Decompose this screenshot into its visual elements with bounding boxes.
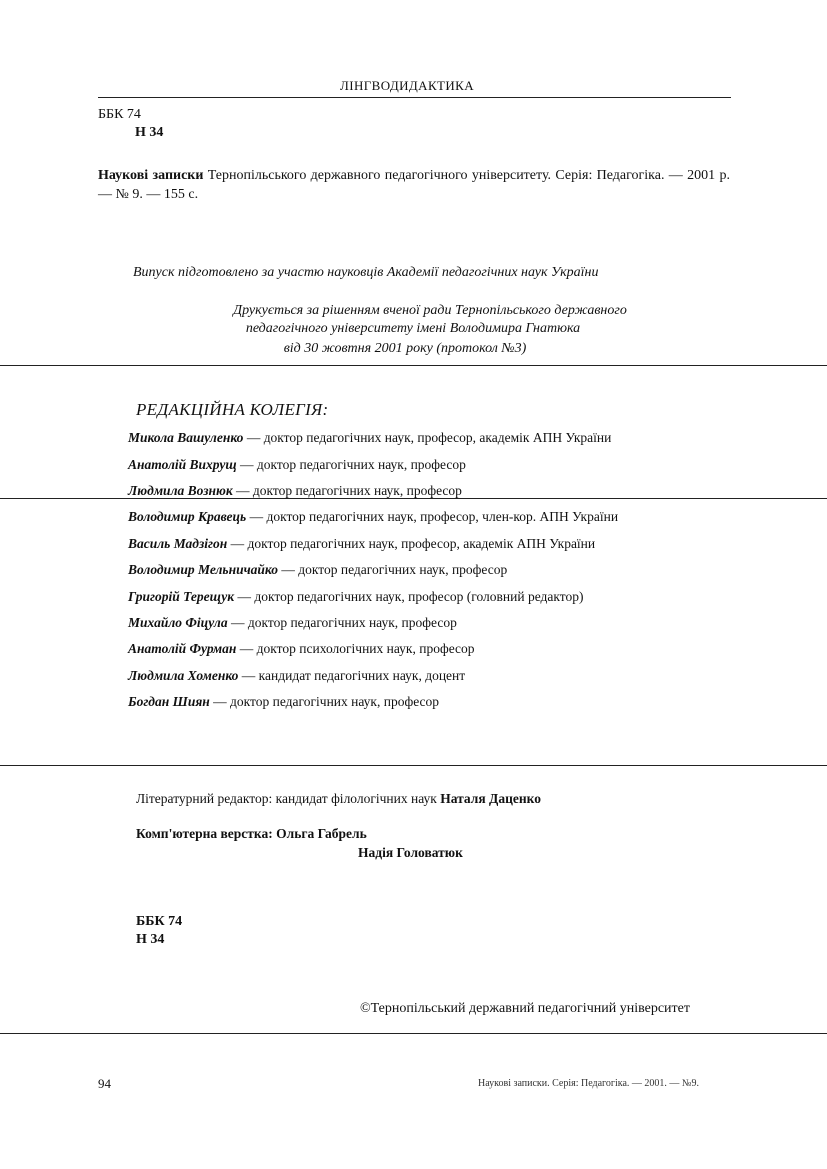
footer-rule (0, 1033, 827, 1034)
bbk-code: ББК 74 (136, 914, 183, 929)
board-member (128, 641, 475, 657)
layout-credit-second (358, 845, 463, 861)
page-number: 94 (98, 1076, 111, 1091)
citation-title: Наукові записки (98, 168, 204, 183)
member-name: Григорій Терещук (128, 589, 235, 604)
citation-text: Тернопільського державного педагогічного університету. Серія: Педагогіка. — 2001 р. — № 9. — 155 с. (98, 168, 730, 202)
member-name: Людмила Вознюк (128, 483, 233, 498)
board-member (128, 457, 466, 473)
member-role: — кандидат педагогічних наук, доцент (238, 668, 466, 683)
board-member (128, 562, 507, 578)
literary-editor (136, 791, 541, 807)
board-member (128, 509, 618, 525)
member-role: — доктор педагогічних наук, професор (головний редактор) (234, 589, 584, 604)
bbk-code: ББК 74 (98, 107, 141, 122)
member-role: — доктор педагогічних наук, професор, академік АПН України (227, 536, 596, 551)
layout-credit (136, 826, 367, 842)
author-mark: Н 34 (135, 125, 164, 140)
section-divider (0, 365, 827, 366)
prepared-note: Випуск підготовлено за участю науковців Академії педагогічних наук України (133, 265, 599, 280)
member-role: — доктор педагогічних наук, професор (232, 483, 462, 498)
member-name: Микола Вашуленко (128, 430, 244, 445)
lit-editor-name: Наталя Даценко (440, 791, 541, 806)
print-note-line3: від 30 жовтня 2001 року (протокол №3) (283, 341, 527, 356)
bibliographic-citation (98, 166, 730, 204)
copyright: ©Тернопільський державний педагогічний університет (360, 1001, 690, 1016)
member-name: Богдан Шиян (128, 694, 210, 709)
member-name: Володимир Кравець (128, 509, 247, 524)
member-name: Анатолій Вихрущ (128, 457, 237, 472)
section-divider (0, 765, 827, 766)
board-member (128, 483, 462, 499)
running-footer: Наукові записки. Серія: Педагогіка. — 2001. — №9. (478, 1078, 699, 1089)
member-name: Анатолій Фурман (128, 641, 237, 656)
page-break-line (0, 498, 827, 499)
member-role: — доктор психологічних наук, професор (236, 641, 475, 656)
layout-name: Надія Головатюк (358, 845, 463, 860)
board-member (128, 430, 611, 446)
board-member (128, 615, 457, 631)
header-rule (98, 97, 731, 98)
board-member (128, 694, 439, 710)
layout-label: Комп'ютерна верстка: (136, 826, 277, 841)
member-role: — доктор педагогічних наук, професор (227, 615, 457, 630)
member-role: — доктор педагогічних наук, професор, академік АПН України (243, 430, 612, 445)
member-name: Михайло Фіцула (128, 615, 228, 630)
print-note-line1: Друкується за рішенням вченої ради Тернопільського державного (233, 303, 627, 318)
board-member (128, 668, 465, 684)
member-role: — доктор педагогічних наук, професор (236, 457, 466, 472)
board-member (128, 536, 595, 552)
layout-name: Ольга Габрель (276, 826, 367, 841)
lit-editor-label: Літературний редактор: кандидат філологічних наук (136, 791, 441, 806)
member-name: Людмила Хоменко (128, 668, 239, 683)
member-name: Володимир Мельничайко (128, 562, 278, 577)
member-role: — доктор педагогічних наук, професор (278, 562, 508, 577)
running-header: ЛІНГВОДИДАКТИКА (340, 78, 475, 93)
print-note-line2: педагогічного університету імені Володимира Гнатюка (245, 321, 581, 336)
editorial-board-title: РЕДАКЦІЙНА КОЛЕГІЯ: (136, 400, 329, 419)
board-member (128, 589, 583, 605)
author-mark: Н 34 (136, 932, 165, 947)
member-role: — доктор педагогічних наук, професор (209, 694, 440, 709)
member-name: Василь Мадзігон (128, 536, 228, 551)
member-role: — доктор педагогічних наук, професор, член-кор. АПН України (246, 509, 619, 524)
